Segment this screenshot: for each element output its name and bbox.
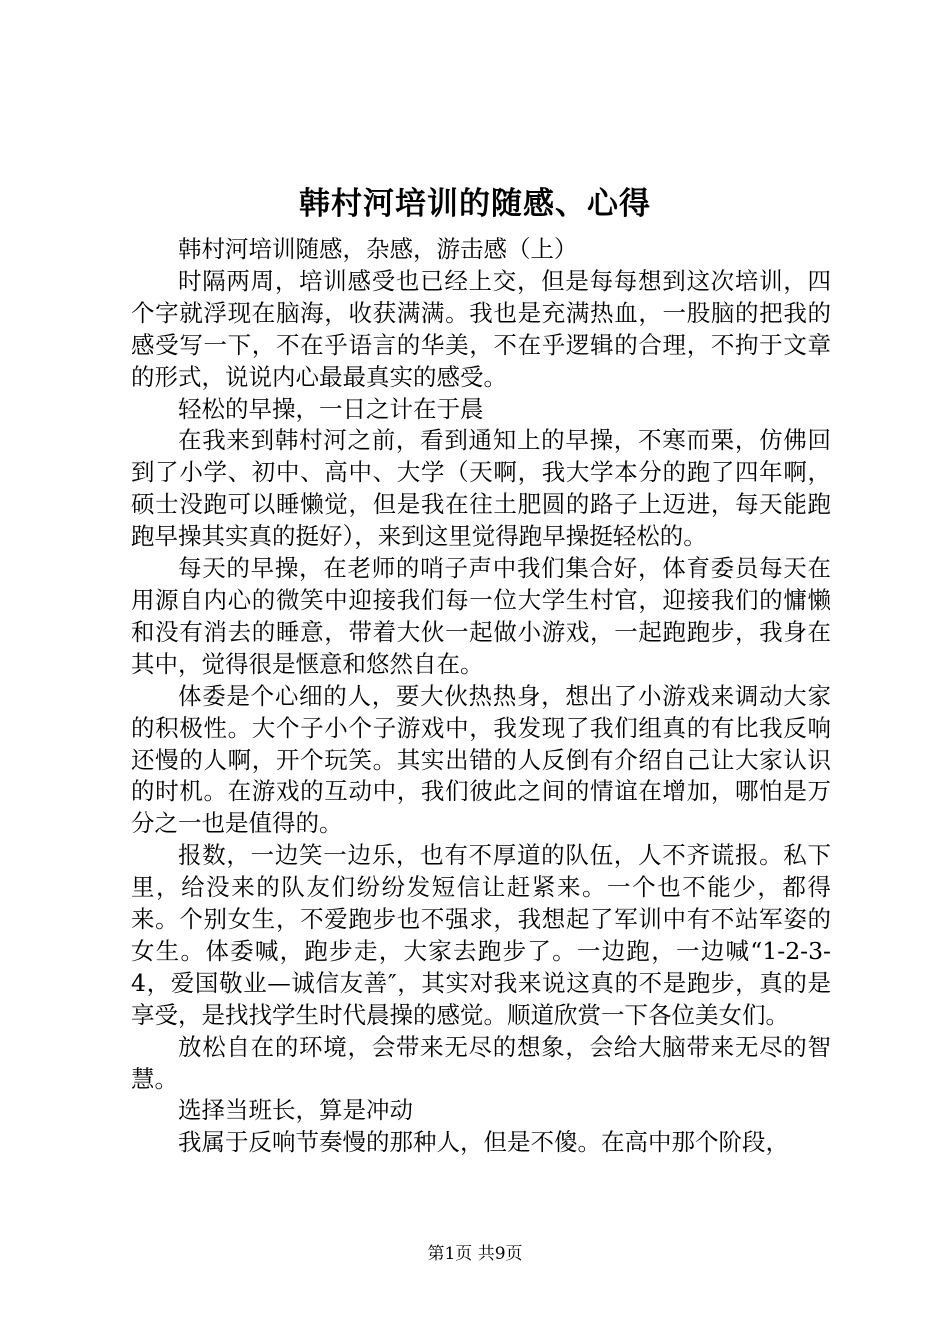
paragraph: 我属于反响节奏慢的那种人，但是不傻。在高中那个阶段， — [178, 1128, 789, 1157]
paragraph: 报数，一边笑一边乐，也有不厚道的队伍，人不齐谎报。私下里，给没来的队友们纷纷发短信让赶紧来。一个也不能少，都得来。个别女生，不爱跑步也不强求，我想起了军训中有不站军姿的女生。体委喊，跑步走，大家去跑步了。一边跑，一边喊“1-2-3-4，爱国敬业—诚信友善″，其实对我来说这真的不是跑步，真的是享受，是找找学生时代晨操的感觉。顺道欣赏一下各位美女们。 — [131, 841, 831, 1029]
section-heading: 轻松的早操，一日之计在于晨 — [178, 394, 484, 423]
paragraph: 放松自在的环境，会带来无尽的想象，会给大脑带来无尽的智慧。 — [131, 1032, 831, 1093]
page-footer: 第1页 共9页 — [427, 1244, 523, 1264]
paragraph: 体委是个心细的人，要大伙热热身，想出了小游戏来调动大家的积极性。大个子小个子游戏中，我发现了我们组真的有比我反响还慢的人啊，开个玩笑。其实出错的人反倒有介绍自己让大家认识的时机。在游戏的互动中，我们彼此之间的情谊在增加，哪怕是万分之一也是值得的。 — [131, 681, 831, 838]
document-title: 韩村河培训的随感、心得 — [299, 186, 651, 222]
paragraph: 每天的早操，在老师的哨子声中我们集合好，体育委员每天在用源自内心的微笑中迎接我们每一位大学生村官，迎接我们的慵懒和没有消去的睡意，带着大伙一起做小游戏，一起跑跑步，我身在其中，觉得很是惬意和悠然自在。 — [131, 554, 831, 678]
paragraph: 时隔两周，培训感受也已经上交，但是每每想到这次培训，四个字就浮现在脑海，收获满满。我也是充满热血，一股脑的把我的感受写一下，不在乎语言的华美，不在乎逻辑的合理，不拘于文章的形式，说说内心最最真实的感受。 — [131, 266, 831, 391]
section-heading: 选择当班长，算是冲动 — [178, 1096, 413, 1125]
paragraph: 在我来到韩村河之前，看到通知上的早操，不寒而栗，仿佛回到了小学、初中、高中、大学（天啊，我大学本分的跑了四年啊，硕士没跑可以睡懒觉，但是我在往土肥圆的路子上迈进，每天能跑跑早操其实真的挺好），来到这里觉得跑早操挺轻松的。 — [131, 426, 831, 551]
paragraph-subtitle: 韩村河培训随感，杂感，游击感（上） — [178, 235, 578, 263]
document-body — [131, 234, 831, 1159]
